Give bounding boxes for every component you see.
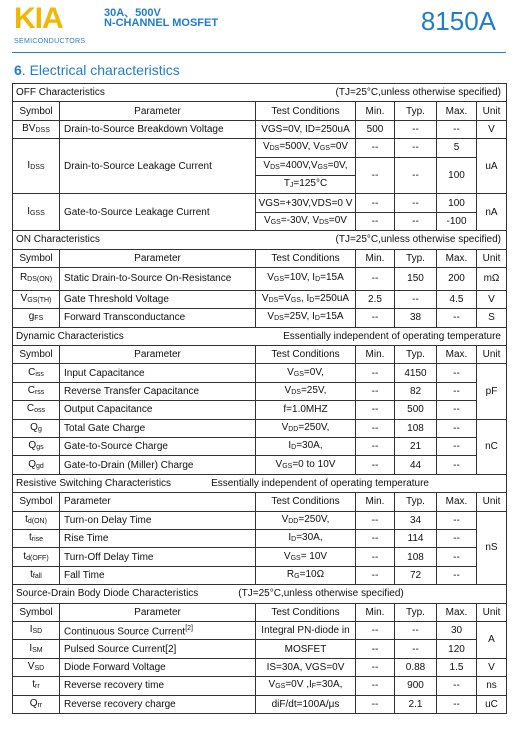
test-condition: Integral PN-diode in (256, 621, 356, 639)
col-max: Max. (437, 493, 477, 511)
symbol: $BV_{DSS}$ (13, 120, 60, 138)
group-header-off (13, 84, 507, 102)
max: -- (437, 677, 477, 695)
min: -- (356, 456, 395, 474)
table-row (13, 621, 507, 639)
unit: mΩ (477, 267, 507, 290)
parameter: Gate-to-Drain (Miller) Charge (60, 456, 256, 474)
typ: 72 (395, 566, 437, 584)
symbol: $t_{rise}$ (13, 529, 60, 547)
symbol: $I_{SM}$ (13, 640, 60, 658)
typ: -- (395, 194, 437, 212)
col-typ: Typ. (395, 346, 437, 364)
symbol: $g_{FS}$ (13, 309, 60, 327)
typ: 2.1 (395, 695, 437, 713)
unit: pF (477, 364, 507, 419)
typ: 21 (395, 438, 437, 456)
part-number: 8150A (420, 6, 496, 36)
col-unit: Unit (477, 102, 507, 120)
table-row (13, 290, 507, 308)
parameter: Rise Time (60, 529, 256, 547)
table-row (13, 529, 507, 547)
symbol: $Q_g$ (13, 419, 60, 437)
test-condition: $V_{GS}=-30V$, $V_{DS}=0V$ (256, 212, 356, 230)
max: -100 (437, 212, 477, 230)
min: -- (356, 267, 395, 290)
table-row (13, 267, 507, 290)
max: 120 (437, 640, 477, 658)
parameter: Total Gate Charge (60, 419, 256, 437)
typ: 114 (395, 529, 437, 547)
table-row (13, 382, 507, 400)
typ: -- (395, 640, 437, 658)
col-test-conditions: Test Conditions (256, 102, 356, 120)
unit: V (477, 120, 507, 138)
typ: 108 (395, 419, 437, 437)
symbol: $V_{GS(TH)}$ (13, 290, 60, 308)
header-divider (12, 52, 506, 53)
col-test-conditions: Test Conditions (256, 249, 356, 267)
max: -- (437, 364, 477, 382)
table-row (13, 695, 507, 713)
max: 5 (437, 139, 477, 157)
typ: -- (395, 290, 437, 308)
unit: A (477, 621, 507, 658)
min: 2.5 (356, 290, 395, 308)
min: -- (356, 401, 395, 419)
unit: S (477, 309, 507, 327)
max: 100 (437, 157, 477, 194)
col-test-conditions: Test Conditions (256, 603, 356, 621)
col-unit: Unit (477, 603, 507, 621)
typ: 0.88 (395, 658, 437, 676)
symbol: $I_{GSS}$ (13, 194, 60, 231)
min: -- (356, 695, 395, 713)
test-condition: $V_{GS}=0V$, (256, 364, 356, 382)
test-condition: $R_G=10\Omega$ (256, 566, 356, 584)
symbol: $Q_{rr}$ (13, 695, 60, 713)
parameter: Pulsed Source Current[2] (60, 640, 256, 658)
symbol: $C_{rss}$ (13, 382, 60, 400)
min: -- (356, 438, 395, 456)
parameter: Fall Time (60, 566, 256, 584)
max: -- (437, 529, 477, 547)
min: -- (356, 309, 395, 327)
group-note: Essentially independent of operating temperature (211, 478, 429, 489)
parameter: Turn-Off Delay Time (60, 548, 256, 566)
col-min: Min. (356, 346, 395, 364)
max: -- (437, 401, 477, 419)
group-note: (TJ=25°C,unless otherwise specified) (335, 87, 501, 99)
symbol: $Q_{gs}$ (13, 438, 60, 456)
symbol: $t_{d(ON)}$ (13, 511, 60, 529)
col-test-conditions: Test Conditions (256, 346, 356, 364)
parameter: Input Capacitance (60, 364, 256, 382)
section-title-text: . Electrical characteristics (21, 62, 180, 78)
unit: nS (477, 511, 507, 585)
table-row (13, 309, 507, 327)
parameter: Output Capacitance (60, 401, 256, 419)
table-row (13, 139, 507, 157)
test-condition: $V_{DS}=25V$, $I_D=15A$ (256, 309, 356, 327)
symbol: $I_{DSS}$ (13, 139, 60, 194)
max: -- (437, 309, 477, 327)
typ: -- (395, 120, 437, 138)
typ: 108 (395, 548, 437, 566)
test-condition: $V_{DS}=400V,V_{GS}=0V$, (256, 157, 356, 175)
test-condition: VGS=+30V,VDS=0 V (256, 194, 356, 212)
test-condition: MOSFET (256, 640, 356, 658)
parameter: Drain-to-Source Leakage Current (60, 139, 256, 194)
min: -- (356, 382, 395, 400)
test-condition: f=1.0MHZ (256, 401, 356, 419)
typ: -- (395, 212, 437, 230)
typ: -- (395, 157, 437, 194)
min: -- (356, 548, 395, 566)
table-row (13, 658, 507, 676)
parameter: Static Drain-to-Source On-Resistance (60, 267, 256, 290)
test-condition: $T_J=125^\circ C$ (256, 175, 356, 193)
group-header-dynamic (13, 327, 507, 345)
min: -- (356, 364, 395, 382)
test-condition: $V_{DS}=V_{GS}$, $I_D=250uA$ (256, 290, 356, 308)
col-parameter: Parameter (60, 102, 256, 120)
min: -- (356, 157, 395, 194)
typ: -- (395, 139, 437, 157)
max: 30 (437, 621, 477, 639)
max: -- (437, 120, 477, 138)
col-parameter: Parameter (60, 249, 256, 267)
test-condition: $V_{DS}=500V$, $V_{GS}=0V$ (256, 139, 356, 157)
symbol: $R_{DS(ON)}$ (13, 267, 60, 290)
test-condition: IS=30A, VGS=0V (256, 658, 356, 676)
max: -- (437, 456, 477, 474)
col-typ: Typ. (395, 603, 437, 621)
min: -- (356, 640, 395, 658)
group-note: (TJ=25°C,unless otherwise specified) (335, 234, 501, 246)
max: 200 (437, 267, 477, 290)
table-row (13, 120, 507, 138)
unit: V (477, 290, 507, 308)
col-max: Max. (437, 249, 477, 267)
unit: uC (477, 695, 507, 713)
symbol: $C_{oss}$ (13, 401, 60, 419)
symbol: $I_{SD}$ (13, 621, 60, 639)
column-header-row (13, 603, 507, 621)
test-condition: $V_{DS}=25V$, (256, 382, 356, 400)
min: -- (356, 212, 395, 230)
parameter: Forward Transconductance (60, 309, 256, 327)
typ: 4150 (395, 364, 437, 382)
table-row (13, 194, 507, 212)
col-typ: Typ. (395, 493, 437, 511)
table-row (13, 438, 507, 456)
typ: 44 (395, 456, 437, 474)
max: 100 (437, 194, 477, 212)
unit: nA (477, 194, 507, 231)
col-max: Max. (437, 346, 477, 364)
unit: V (477, 658, 507, 676)
min: -- (356, 621, 395, 639)
unit: ns (477, 677, 507, 695)
col-unit: Unit (477, 493, 507, 511)
section-title (14, 62, 180, 78)
max: -- (437, 566, 477, 584)
table-row (13, 364, 507, 382)
min: -- (356, 677, 395, 695)
column-header-row (13, 249, 507, 267)
max: -- (437, 419, 477, 437)
test-condition: VGS=0V, ID=250uA (256, 120, 356, 138)
column-header-row (13, 493, 507, 511)
group-title: OFF Characteristics (16, 87, 105, 99)
parameter: Continuous Source Current[2] (60, 621, 256, 639)
typ: 82 (395, 382, 437, 400)
min: -- (356, 419, 395, 437)
device-type: N-CHANNEL MOSFET (104, 17, 219, 29)
col-symbol: Symbol (13, 346, 60, 364)
typ: 900 (395, 677, 437, 695)
table-row (13, 640, 507, 658)
col-test-conditions: Test Conditions (256, 493, 356, 511)
typ: 34 (395, 511, 437, 529)
parameter: Reverse Transfer Capacitance (60, 382, 256, 400)
typ: 500 (395, 401, 437, 419)
kia-logo: KIA (14, 2, 63, 35)
device-rating: 30A、500V (104, 7, 161, 19)
symbol: $Q_{gd}$ (13, 456, 60, 474)
min: -- (356, 139, 395, 157)
col-max: Max. (437, 603, 477, 621)
min: -- (356, 566, 395, 584)
col-symbol: Symbol (13, 493, 60, 511)
col-parameter: Parameter (60, 346, 256, 364)
min: -- (356, 194, 395, 212)
test-condition: $V_{GS}= 10V$ (256, 548, 356, 566)
logo-subtitle: SEMICONDUCTORS (14, 38, 86, 45)
table-row (13, 548, 507, 566)
col-unit: Unit (477, 249, 507, 267)
symbol: $t_{d(OFF)}$ (13, 548, 60, 566)
max: -- (437, 511, 477, 529)
group-title: Dynamic Characteristics (16, 330, 124, 342)
max: -- (437, 438, 477, 456)
table-row (13, 401, 507, 419)
max: 1.5 (437, 658, 477, 676)
parameter: Gate-to-Source Leakage Current (60, 194, 256, 231)
group-note: (TJ=25°C,unless otherwise specified) (238, 588, 404, 600)
parameter: Gate-to-Source Charge (60, 438, 256, 456)
test-condition: $V_{DD}=250V$, (256, 511, 356, 529)
group-title: Resistive Switching Characteristics (16, 478, 172, 489)
test-condition: $V_{GS}=10V$, $I_D=15A$ (256, 267, 356, 290)
col-typ: Typ. (395, 249, 437, 267)
col-parameter: Parameter (60, 603, 256, 621)
parameter: Reverse recovery charge (60, 695, 256, 713)
column-header-row (13, 102, 507, 120)
parameter: Reverse recovery time (60, 677, 256, 695)
max: -- (437, 695, 477, 713)
group-header-diode (13, 585, 507, 603)
group-header-on (13, 231, 507, 249)
symbol: $C_{iss}$ (13, 364, 60, 382)
max: -- (437, 382, 477, 400)
test-condition: $I_D=30A$, (256, 529, 356, 547)
symbol: $t_{fall}$ (13, 566, 60, 584)
electrical-characteristics-table (12, 83, 507, 714)
col-min: Min. (356, 102, 395, 120)
group-title: ON Characteristics (16, 234, 100, 246)
column-header-row (13, 346, 507, 364)
table-row (13, 456, 507, 474)
symbol: $V_{SD}$ (13, 658, 60, 676)
test-condition: $V_{GS}=0V$ $,I_F=30A$, (256, 677, 356, 695)
col-unit: Unit (477, 346, 507, 364)
group-header-switching (13, 474, 507, 492)
table-row (13, 511, 507, 529)
parameter: Diode Forward Voltage (60, 658, 256, 676)
col-typ: Typ. (395, 102, 437, 120)
table-row (13, 566, 507, 584)
group-title: Source-Drain Body Diode Characteristics (16, 588, 199, 600)
col-min: Min. (356, 603, 395, 621)
parameter: Gate Threshold Voltage (60, 290, 256, 308)
test-condition: $V_{GS}=0$ to 10V (256, 456, 356, 474)
symbol: $t_{rr}$ (13, 677, 60, 695)
max: -- (437, 548, 477, 566)
min: 500 (356, 120, 395, 138)
col-min: Min. (356, 249, 395, 267)
unit: uA (477, 139, 507, 194)
group-note: Essentially independent of operating temperature (283, 330, 501, 342)
unit: nC (477, 419, 507, 474)
parameter: Turn-on Delay Time (60, 511, 256, 529)
table-row (13, 677, 507, 695)
col-min: Min. (356, 493, 395, 511)
test-condition: $V_{DD}=250V$, (256, 419, 356, 437)
col-parameter: Parameter (60, 493, 256, 511)
table-row (13, 419, 507, 437)
max: 4.5 (437, 290, 477, 308)
test-condition: $I_D=30A$, (256, 438, 356, 456)
section-number: 6 (14, 62, 22, 78)
test-condition: diF/dt=100A/μs (256, 695, 356, 713)
col-symbol: Symbol (13, 249, 60, 267)
col-symbol: Symbol (13, 102, 60, 120)
typ: 38 (395, 309, 437, 327)
parameter: Drain-to-Source Breakdown Voltage (60, 120, 256, 138)
min: -- (356, 658, 395, 676)
col-symbol: Symbol (13, 603, 60, 621)
typ: -- (395, 621, 437, 639)
min: -- (356, 511, 395, 529)
typ: 150 (395, 267, 437, 290)
col-max: Max. (437, 102, 477, 120)
min: -- (356, 529, 395, 547)
